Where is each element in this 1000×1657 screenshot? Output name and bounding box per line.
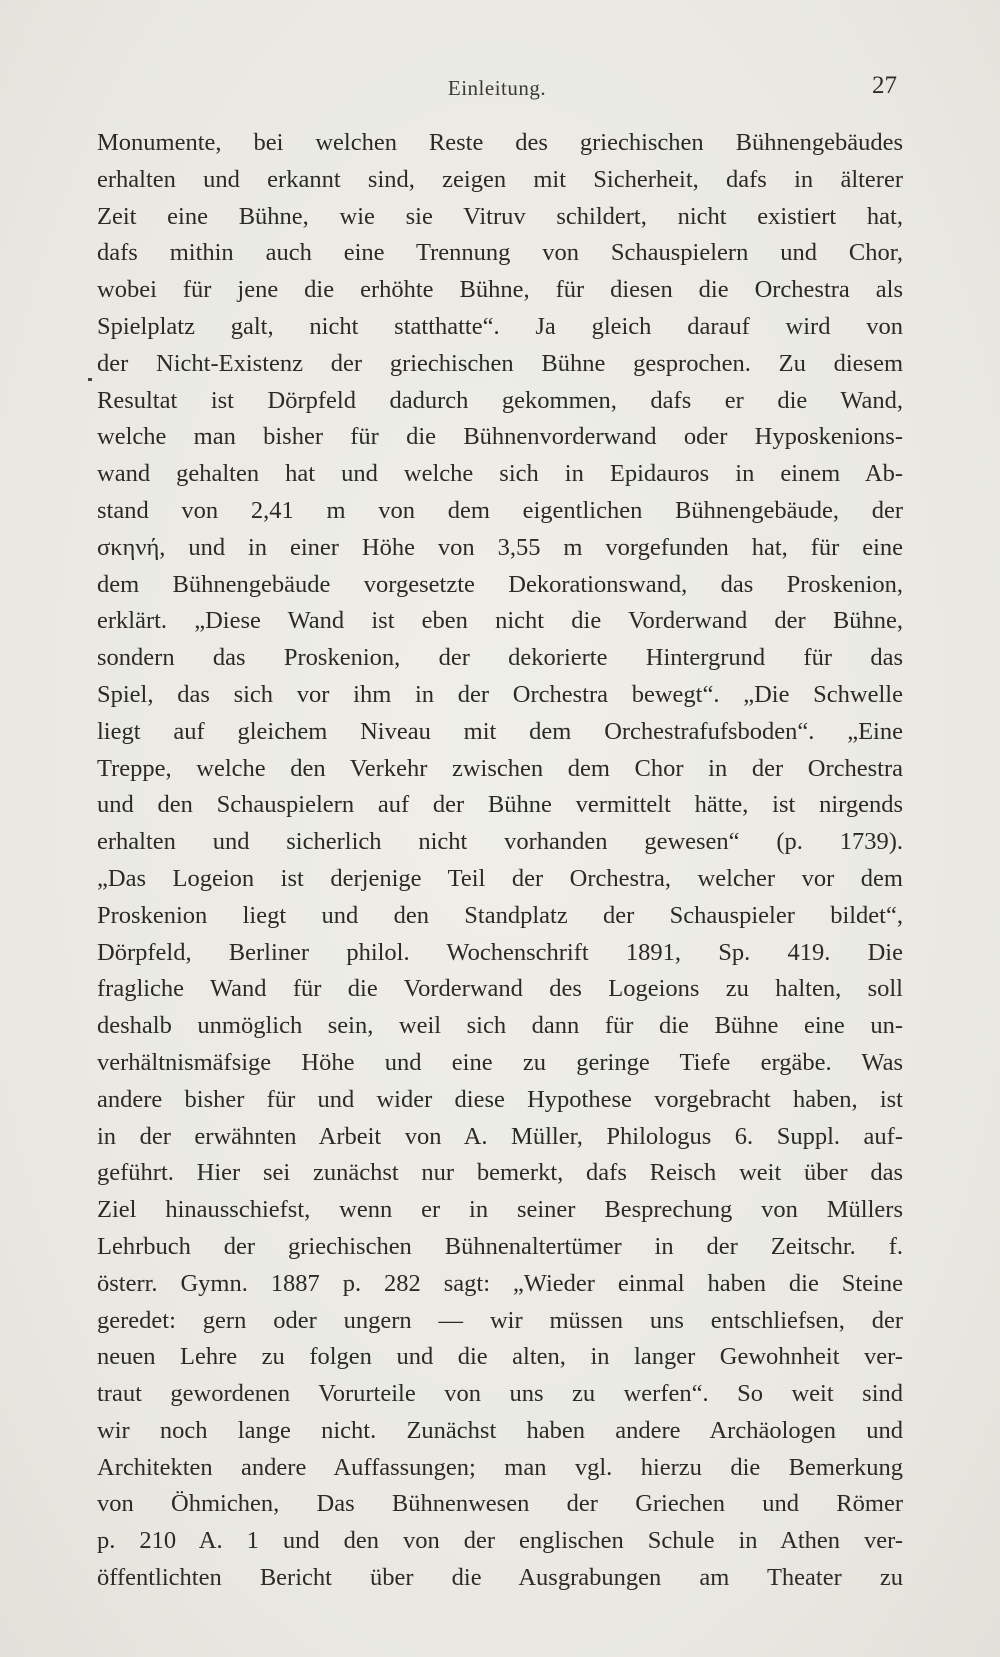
text-line: fragliche Wand für die Vorderwand des Logeions zu halten, soll: [97, 975, 903, 1003]
text-line: welche man bisher für die Bühnenvorderwand oder Hyposkenions-: [97, 423, 903, 451]
text-line: Zeit eine Bühne, wie sie Vitruv schildert, nicht existiert hat,: [97, 202, 903, 230]
text-line: Treppe, welche den Verkehr zwischen dem Chor in der Orchestra: [97, 754, 903, 782]
running-head: [97, 72, 897, 112]
text-line: „Das Logeion ist derjenige Teil der Orchestra, welcher vor dem: [97, 864, 903, 892]
text-line: erklärt. „Diese Wand ist eben nicht die Vorderwand der Bühne,: [97, 607, 903, 635]
text-line: neuen Lehre zu folgen und die alten, in langer Gewohnheit ver-: [97, 1343, 903, 1371]
text-line: verhältnismäfsige Höhe und eine zu geringe Tiefe ergäbe. Was: [97, 1048, 903, 1076]
text-line: erhalten und sicherlich nicht vorhanden gewesen“ (p. 1739).: [97, 828, 903, 856]
text-line: traut gewordenen Vorurteile von uns zu werfen“. So weit sind: [97, 1380, 903, 1408]
text-line: Ziel hinausschiefst, wenn er in seiner Besprechung von Müllers: [97, 1196, 903, 1224]
text-line: deshalb unmöglich sein, weil sich dann für die Bühne eine un-: [97, 1012, 903, 1040]
text-line: p. 210 A. 1 und den von der englischen Schule in Athen ver-: [97, 1527, 903, 1555]
text-line: Lehrbuch der griechischen Bühnenaltertümer in der Zeitschr. f.: [97, 1232, 903, 1260]
text-line: Proskenion liegt und den Standplatz der Schauspieler bildet“,: [97, 901, 903, 929]
text-line: geführt. Hier sei zunächst nur bemerkt, dafs Reisch weit über das: [97, 1159, 903, 1187]
text-line: Architekten andere Auffassungen; man vgl. hierzu die Bemerkung: [97, 1453, 903, 1481]
text-line: wir noch lange nicht. Zunächst haben andere Archäologen und: [97, 1416, 903, 1444]
text-line: Spielplatz galt, nicht statthatte“. Ja gleich darauf wird von: [97, 312, 903, 340]
text-line: und den Schauspielern auf der Bühne vermittelt hätte, ist nirgends: [97, 791, 903, 819]
text-line: österr. Gymn. 1887 p. 282 sagt: „Wieder einmal haben die Steine: [97, 1269, 903, 1297]
text-line: von Öhmichen, Das Bühnenwesen der Griechen und Römer: [97, 1490, 903, 1518]
page-number: 27: [872, 72, 897, 99]
text-line: in der erwähnten Arbeit von A. Müller, Philologus 6. Suppl. auf-: [97, 1122, 903, 1150]
body-text: [97, 125, 903, 1597]
text-line: sondern das Proskenion, der dekorierte Hintergrund für das: [97, 644, 903, 672]
text-line: Spiel, das sich vor ihm in der Orchestra bewegt“. „Die Schwelle: [97, 680, 903, 708]
text-line: dafs mithin auch eine Trennung von Schauspielern und Chor,: [97, 239, 903, 267]
text-line: andere bisher für und wider diese Hypothese vorgebracht haben, ist: [97, 1085, 903, 1113]
text-line: Resultat ist Dörpfeld dadurch gekommen, dafs er die Wand,: [97, 386, 903, 414]
text-line: öffentlichten Bericht über die Ausgrabungen am Theater zu: [97, 1564, 903, 1592]
text-line: σκηνή, und in einer Höhe von 3,55 m vorgefunden hat, für eine: [97, 533, 903, 561]
text-line: dem Bühnengebäude vorgesetzte Dekorationswand, das Proskenion,: [97, 570, 903, 598]
text-line: stand von 2,41 m von dem eigentlichen Bühnengebäude, der: [97, 496, 903, 524]
text-line: wobei für jene die erhöhte Bühne, für diesen die Orchestra als: [97, 276, 903, 304]
margin-mark: [88, 378, 92, 381]
text-line: der Nicht-Existenz der griechischen Bühne gesprochen. Zu diesem: [97, 349, 903, 377]
text-line: Dörpfeld, Berliner philol. Wochenschrift 1891, Sp. 419. Die: [97, 938, 903, 966]
text-line: Monumente, bei welchen Reste des griechischen Bühnengebäudes: [97, 129, 903, 156]
text-line: erhalten und erkannt sind, zeigen mit Sicherheit, dafs in älterer: [97, 165, 903, 193]
running-title: Einleitung.: [447, 76, 547, 100]
text-line: liegt auf gleichem Niveau mit dem Orchestrafufsboden“. „Eine: [97, 717, 903, 745]
text-line: geredet: gern oder ungern — wir müssen uns entschliefsen, der: [97, 1306, 903, 1334]
text-line: wand gehalten hat und welche sich in Epidauros in einem Ab-: [97, 460, 903, 488]
